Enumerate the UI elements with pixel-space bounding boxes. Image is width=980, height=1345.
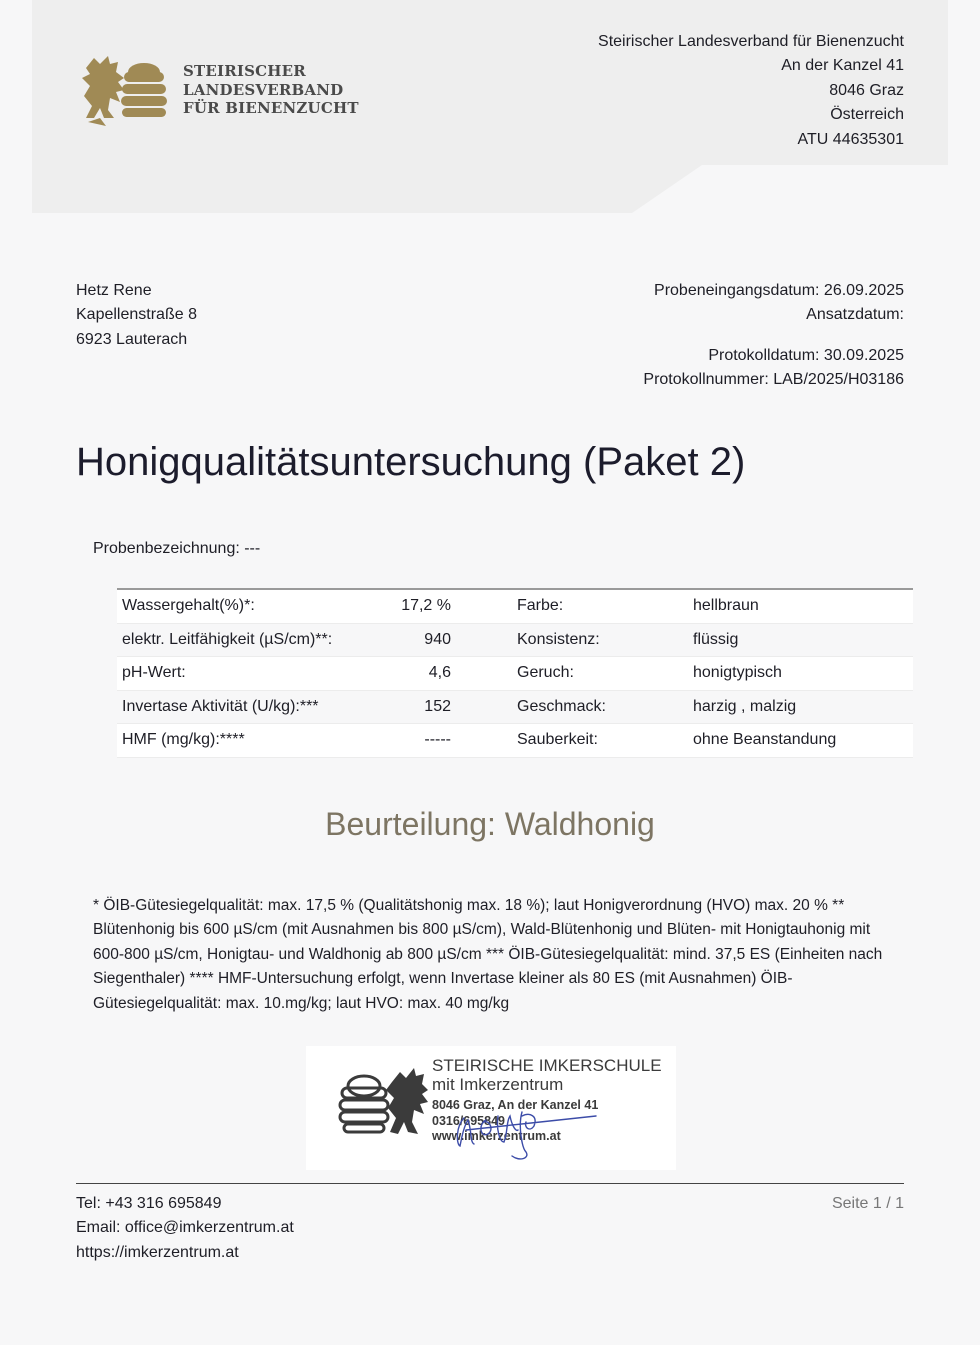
protocol-number: Protokollnummer: LAB/2025/H03186	[643, 371, 904, 389]
attribute-label: Sauberkeit:	[517, 724, 693, 758]
sample-received-date: Probeneingangsdatum: 26.09.2025	[654, 282, 904, 299]
sample-designation: Probenbezeichnung: ---	[93, 540, 261, 557]
result-label: elektr. Leitfähigkeit (µS/cm)**:	[117, 623, 372, 657]
handwritten-signature	[426, 1086, 616, 1166]
table-row	[117, 690, 913, 724]
attribute-value: flüssig	[693, 623, 913, 657]
logo-line-3: FÜR BIENENZUCHT	[183, 99, 359, 117]
table-row	[117, 589, 913, 623]
results-table	[117, 588, 913, 758]
result-value: 4,6	[372, 657, 467, 691]
column-gap	[467, 690, 517, 724]
stamp-line-4: 0316/695849	[432, 1113, 505, 1128]
organization-address	[598, 30, 904, 152]
result-label: Invertase Aktivität (U/kg):***	[117, 690, 372, 724]
attribute-value: ohne Beanstandung	[693, 724, 913, 758]
organization-name: Steirischer Landesverband für Bienenzucht	[598, 33, 904, 50]
stamp-line-1: STEIRISCHE IMKERSCHULE	[432, 1056, 662, 1075]
organization-country: Österreich	[830, 106, 904, 124]
recipient-city: 6923 Lauterach	[76, 330, 188, 348]
column-gap	[467, 589, 517, 623]
table-row	[117, 623, 913, 657]
organization-logo	[80, 50, 360, 130]
batch-date: Ansatzdatum:	[806, 306, 904, 324]
logo-wordmark	[183, 62, 359, 118]
assessment-heading: Beurteilung: Waldhonig	[325, 806, 655, 842]
footer-email: Email: office@imkerzentrum.at	[76, 1219, 294, 1237]
attribute-value: hellbraun	[693, 589, 913, 623]
recipient-street: Kapellenstraße 8	[76, 306, 197, 324]
footer-website: https://imkerzentrum.at	[76, 1243, 239, 1261]
recipient-address	[76, 279, 197, 352]
attribute-value: honigtypisch	[693, 657, 913, 691]
result-label: pH-Wert:	[117, 657, 372, 691]
attribute-value: harzig , malzig	[693, 690, 913, 724]
result-value: -----	[372, 724, 467, 758]
attribute-label: Geruch:	[517, 657, 693, 691]
logo-line-2: LANDESVERBAND	[183, 80, 344, 99]
result-label: HMF (mg/kg):****	[117, 724, 372, 758]
panther-beehive-logo-icon	[80, 52, 172, 130]
attribute-label: Konsistenz:	[517, 623, 693, 657]
result-value: 17,2 %	[372, 589, 467, 623]
attribute-label: Farbe:	[517, 589, 693, 623]
page-number: Seite 1 / 1	[831, 1195, 904, 1212]
stamp-line-5: www.imkerzentrum.at	[432, 1129, 561, 1143]
dates-spacer	[643, 328, 904, 344]
attribute-label: Geschmack:	[517, 690, 693, 724]
report-dates	[643, 279, 904, 393]
footer-contact	[76, 1192, 294, 1265]
column-gap	[467, 657, 517, 691]
column-gap	[467, 724, 517, 758]
footer-divider	[76, 1183, 904, 1184]
header-band-extension	[32, 165, 632, 213]
stamp-line-2: mit Imkerzentrum	[432, 1075, 564, 1094]
stamp-line-3: 8046 Graz, An der Kanzel 41	[432, 1098, 599, 1112]
result-value: 152	[372, 690, 467, 724]
organization-vat: ATU 44635301	[797, 130, 904, 148]
result-label: Wassergehalt(%)*:	[117, 589, 372, 623]
table-row	[117, 724, 913, 758]
footnotes: * ÖIB-Gütesiegelqualität: max. 17,5 % (Qualitätshonig max. 18 %); laut Honigverordnung (HVO) max. 20 % ** Blütenhonig bis 600 µS/cm (mit Ausnahmen bis 800 µS/cm), Wald-Blütenhonig und Blüten- mit Honigtauhonig mit 600-800 µS/cm, Honigtau- und Waldhonig ab 800 µS/cm *** ÖIB-Gütesiegelqualität: mind. 37,5 ES (Einheiten nach Siegenthaler) **** HMF-Untersuchung erfolgt, wenn Invertase kleiner als 80 ES (mit Ausnahmen) ÖIB-Gütesiegelqualität: max. 10.mg/kg; laut HVO: max. 40 mg/kg	[93, 897, 883, 1012]
footer-phone: Tel: +43 316 695849	[76, 1195, 222, 1212]
recipient-name: Hetz Rene	[76, 282, 152, 299]
stamp-beehive-panther-icon	[336, 1062, 432, 1142]
table-row	[117, 657, 913, 691]
organization-street: An der Kanzel 41	[781, 57, 904, 75]
organization-city: 8046 Graz	[829, 81, 904, 99]
protocol-date: Protokolldatum: 30.09.2025	[708, 346, 904, 364]
result-value: 940	[372, 623, 467, 657]
page-title: Honigqualitätsuntersuchung (Paket 2)	[76, 440, 746, 484]
official-stamp	[306, 1046, 676, 1170]
logo-line-1: STEIRISCHER	[183, 62, 306, 80]
column-gap	[467, 623, 517, 657]
header-band-notch	[632, 165, 702, 213]
